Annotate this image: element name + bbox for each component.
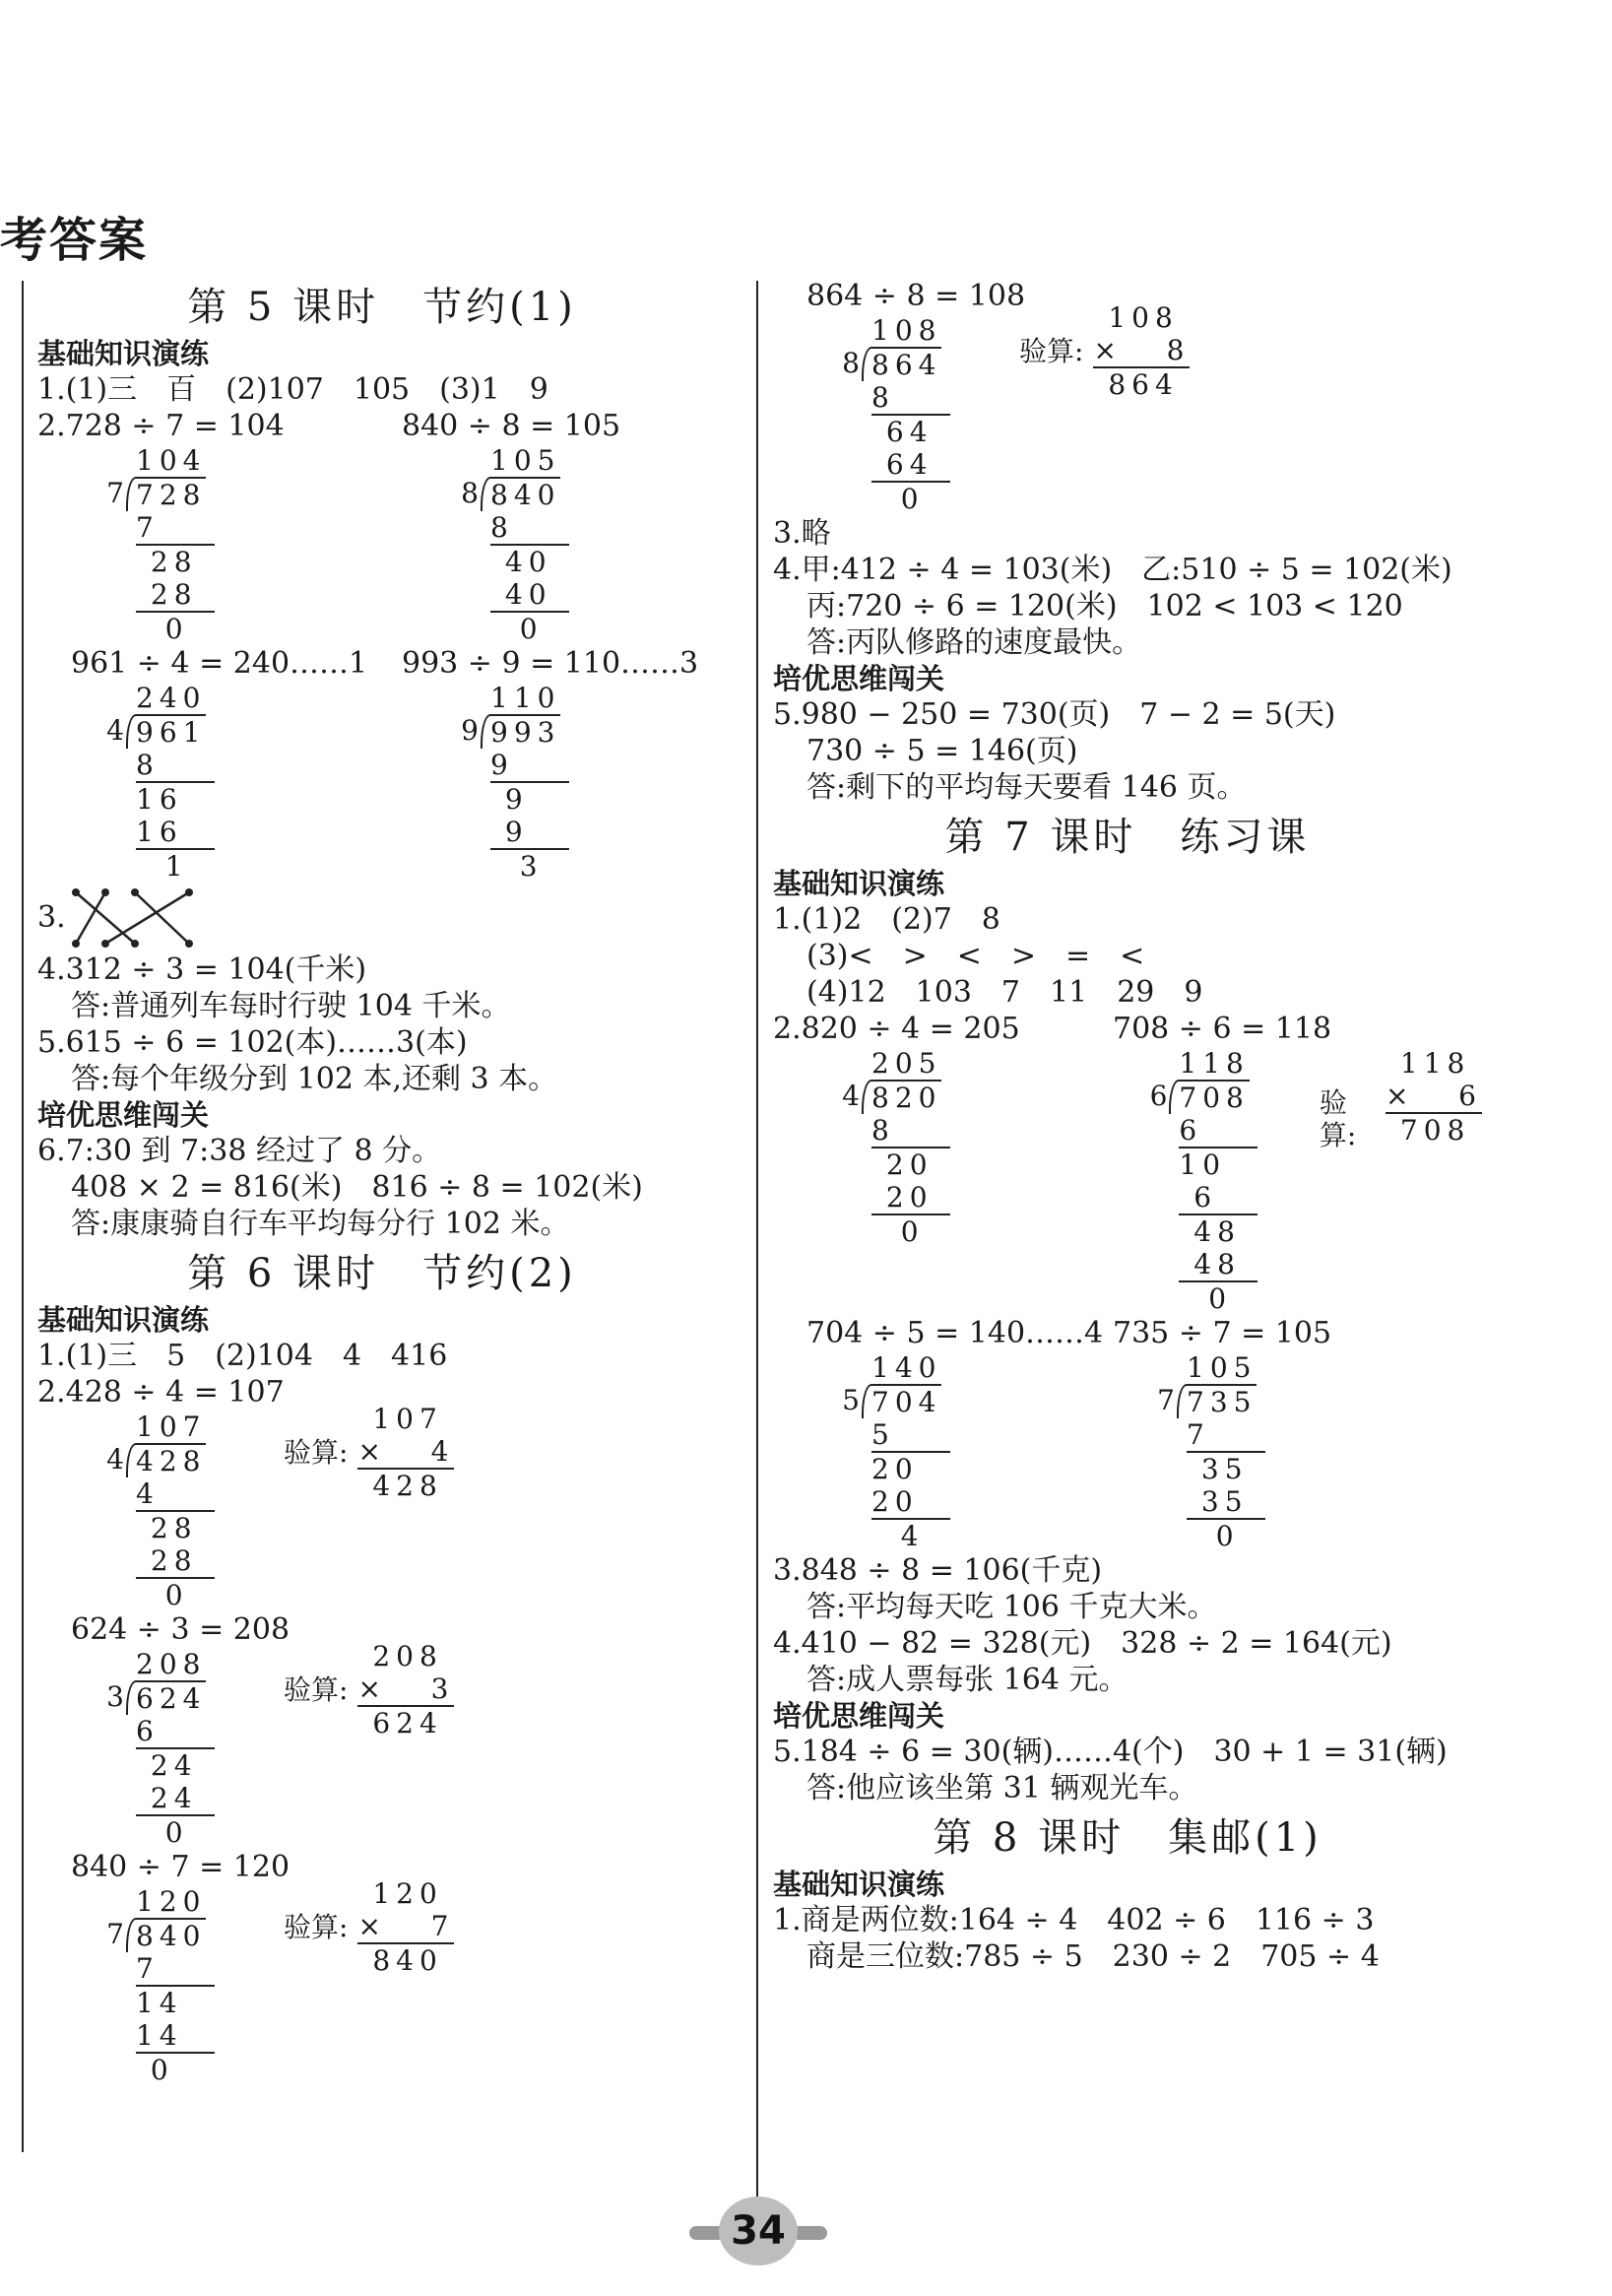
s5-q2d: 993 ÷ 9 = 110……3 <box>402 646 699 681</box>
s6-q2c: 840 ÷ 7 = 120 <box>71 1850 290 1884</box>
lesson-5-title: 第 5 课时 节约(1) <box>187 285 577 330</box>
left-column <box>37 276 727 2086</box>
long-division-961: 240 4 961 8 16 16 1 <box>97 682 254 883</box>
long-division-840: 105 8 840 8 40 40 0 <box>451 444 609 645</box>
s7-division-row2 <box>773 1351 1482 1552</box>
long-division-428: 107 4 428 4 28 28 0 <box>97 1410 254 1611</box>
lesson-6-title: 第 6 课时 节约(2) <box>187 1251 577 1296</box>
s7-division-row1 <box>773 1047 1482 1315</box>
long-division-993: 110 9 993 9 9 9 3 <box>451 682 609 883</box>
long-division-624: 208 3 624 6 24 24 0 <box>97 1648 254 1849</box>
s5-q4-answer: 答:普通列车每时行驶 104 千米。 <box>71 989 511 1023</box>
s7-q3: 3.848 ÷ 8 = 106(千克) <box>773 1553 1103 1588</box>
s5-q6-calc: 408 × 2 = 816(米) 816 ÷ 8 = 102(米) <box>71 1170 643 1205</box>
long-division-840b: 120 7 840 7 14 14 0 <box>97 1885 254 2086</box>
s5-long-division-row2 <box>37 682 727 883</box>
long-division-864: 108 8 864 8 64 64 0 <box>832 314 990 515</box>
q4a: 4.甲:412 ÷ 4 = 103(米) 乙:510 ÷ 5 = 102(米) <box>773 553 1452 587</box>
s7-q4-answer: 答:成人票每张 164 元。 <box>806 1663 1128 1697</box>
s6-q2b: 624 ÷ 3 = 208 <box>71 1612 290 1647</box>
s7-q5-answer: 答:他应该坐第 31 辆观光车。 <box>806 1771 1198 1805</box>
long-division-708: 118 6 708 6 10 6 48 48 0 <box>1139 1047 1289 1315</box>
q4b: 丙:720 ÷ 6 = 120(米) 102 < 103 < 120 <box>806 589 1403 623</box>
left-border-line <box>22 281 24 2152</box>
basic-practice-label-2: 基础知识演练 <box>37 1303 210 1337</box>
page-number: 34 <box>731 2208 786 2254</box>
s7-q2d: 735 ÷ 7 = 105 <box>1113 1316 1332 1350</box>
check-840: 验算: 120 × 7 840 <box>284 1876 455 1977</box>
s8-q1a: 1.商是两位数:164 ÷ 4 402 ÷ 6 116 ÷ 3 <box>773 1903 1375 1937</box>
s8-q1b: 商是三位数:785 ÷ 5 230 ÷ 2 705 ÷ 4 <box>806 1939 1380 1974</box>
q3: 3.略 <box>773 516 831 551</box>
check-label: 验算: <box>284 1910 349 1943</box>
long-division-735: 105 7 735 7 35 35 0 <box>1147 1351 1305 1552</box>
q5b: 730 ÷ 5 = 146(页) <box>806 734 1078 768</box>
division-864 <box>773 300 1482 515</box>
s7-q3-answer: 答:平均每天吃 106 千克大米。 <box>806 1590 1217 1624</box>
right-column <box>773 278 1482 1975</box>
s7-q5: 5.184 ÷ 6 = 30(辆)……4(个) 30 + 1 = 31(辆) <box>773 1735 1448 1769</box>
check-label: 验算: <box>1319 1086 1357 1151</box>
basic-practice-label: 基础知识演练 <box>37 337 210 370</box>
check-708: 验算: 118 × 6 708 <box>1319 1047 1482 1151</box>
s7-q2c: 704 ÷ 5 = 140……4 <box>806 1316 1104 1350</box>
matching-lines-diagram <box>66 883 204 951</box>
q5a: 5.980 − 250 = 730(页) 7 − 2 = 5(天) <box>773 697 1336 732</box>
s5-q3: 3. <box>37 899 66 935</box>
check-label: 验算: <box>1019 334 1084 367</box>
s5-q5-answer: 答:每个年级分到 102 本,还剩 3 本。 <box>71 1062 558 1096</box>
lesson-7-title: 第 7 课时 练习课 <box>944 815 1311 860</box>
long-division-820: 205 4 820 8 20 20 0 <box>832 1047 982 1315</box>
s5-q2c: 961 ÷ 4 = 240……1 <box>71 646 368 681</box>
s7-q1b: (3)< > < > = < <box>806 939 1145 973</box>
s5-q6: 6.7:30 到 7:38 经过了 8 分。 <box>37 1134 442 1168</box>
s7-q2b: 708 ÷ 6 = 118 <box>1113 1012 1332 1046</box>
s5-q4: 4.312 ÷ 3 = 104(千米) <box>37 952 367 987</box>
s7-q4: 4.410 − 82 = 328(元) 328 ÷ 2 = 164(元) <box>773 1626 1392 1661</box>
check-label: 验算: <box>284 1435 349 1469</box>
s7-q1a: 1.(1)2 (2)7 8 <box>773 902 1000 937</box>
s6-q2a: 2.428 ÷ 4 = 107 <box>37 1375 285 1410</box>
s7-q1c: (4)12 103 7 11 29 9 <box>806 975 1203 1010</box>
s5-q1: 1.(1)三 百 (2)107 105 (3)1 9 <box>37 372 548 407</box>
long-division-728: 104 7 728 7 28 28 0 <box>97 444 254 645</box>
top-equation: 864 ÷ 8 = 108 <box>806 279 1026 313</box>
s5-q6-answer: 答:康康骑自行车平均每分行 102 米。 <box>71 1207 570 1241</box>
s6-division-840 <box>37 1876 727 2086</box>
s7-q2a: 2.820 ÷ 4 = 205 <box>773 1012 1020 1046</box>
check-864: 验算: 108 × 8 864 <box>1019 300 1191 401</box>
check-428: 验算: 107 × 4 428 <box>284 1402 455 1502</box>
page-header: 考答案 <box>0 213 149 268</box>
column-divider <box>756 281 758 2197</box>
check-label: 验算: <box>284 1673 349 1706</box>
advanced-label-r2: 培优思维闯关 <box>773 1699 945 1733</box>
page-number-badge <box>689 2195 827 2273</box>
q5-answer: 答:剩下的平均每天要看 146 页。 <box>806 770 1247 805</box>
q4-answer: 答:丙队修路的速度最快。 <box>806 625 1142 660</box>
s5-long-division-row1 <box>37 444 727 645</box>
basic-practice-label-r2: 基础知识演练 <box>773 1868 945 1901</box>
advanced-label: 培优思维闯关 <box>37 1098 210 1132</box>
lesson-8-title: 第 8 课时 集邮(1) <box>933 1815 1322 1861</box>
s5-q2b: 840 ÷ 8 = 105 <box>402 409 621 443</box>
s5-q3-matching <box>37 883 727 951</box>
basic-practice-label-r: 基础知识演练 <box>773 867 945 900</box>
check-624: 验算: 208 × 3 624 <box>284 1639 455 1739</box>
s6-q1: 1.(1)三 5 (2)104 4 416 <box>37 1339 448 1373</box>
s5-q5: 5.615 ÷ 6 = 102(本)……3(本) <box>37 1025 468 1060</box>
advanced-label-r: 培优思维闯关 <box>773 662 945 695</box>
long-division-704: 140 5 704 5 20 20 4 <box>832 1351 990 1552</box>
s5-q2a: 2.728 ÷ 7 = 104 <box>37 409 285 443</box>
